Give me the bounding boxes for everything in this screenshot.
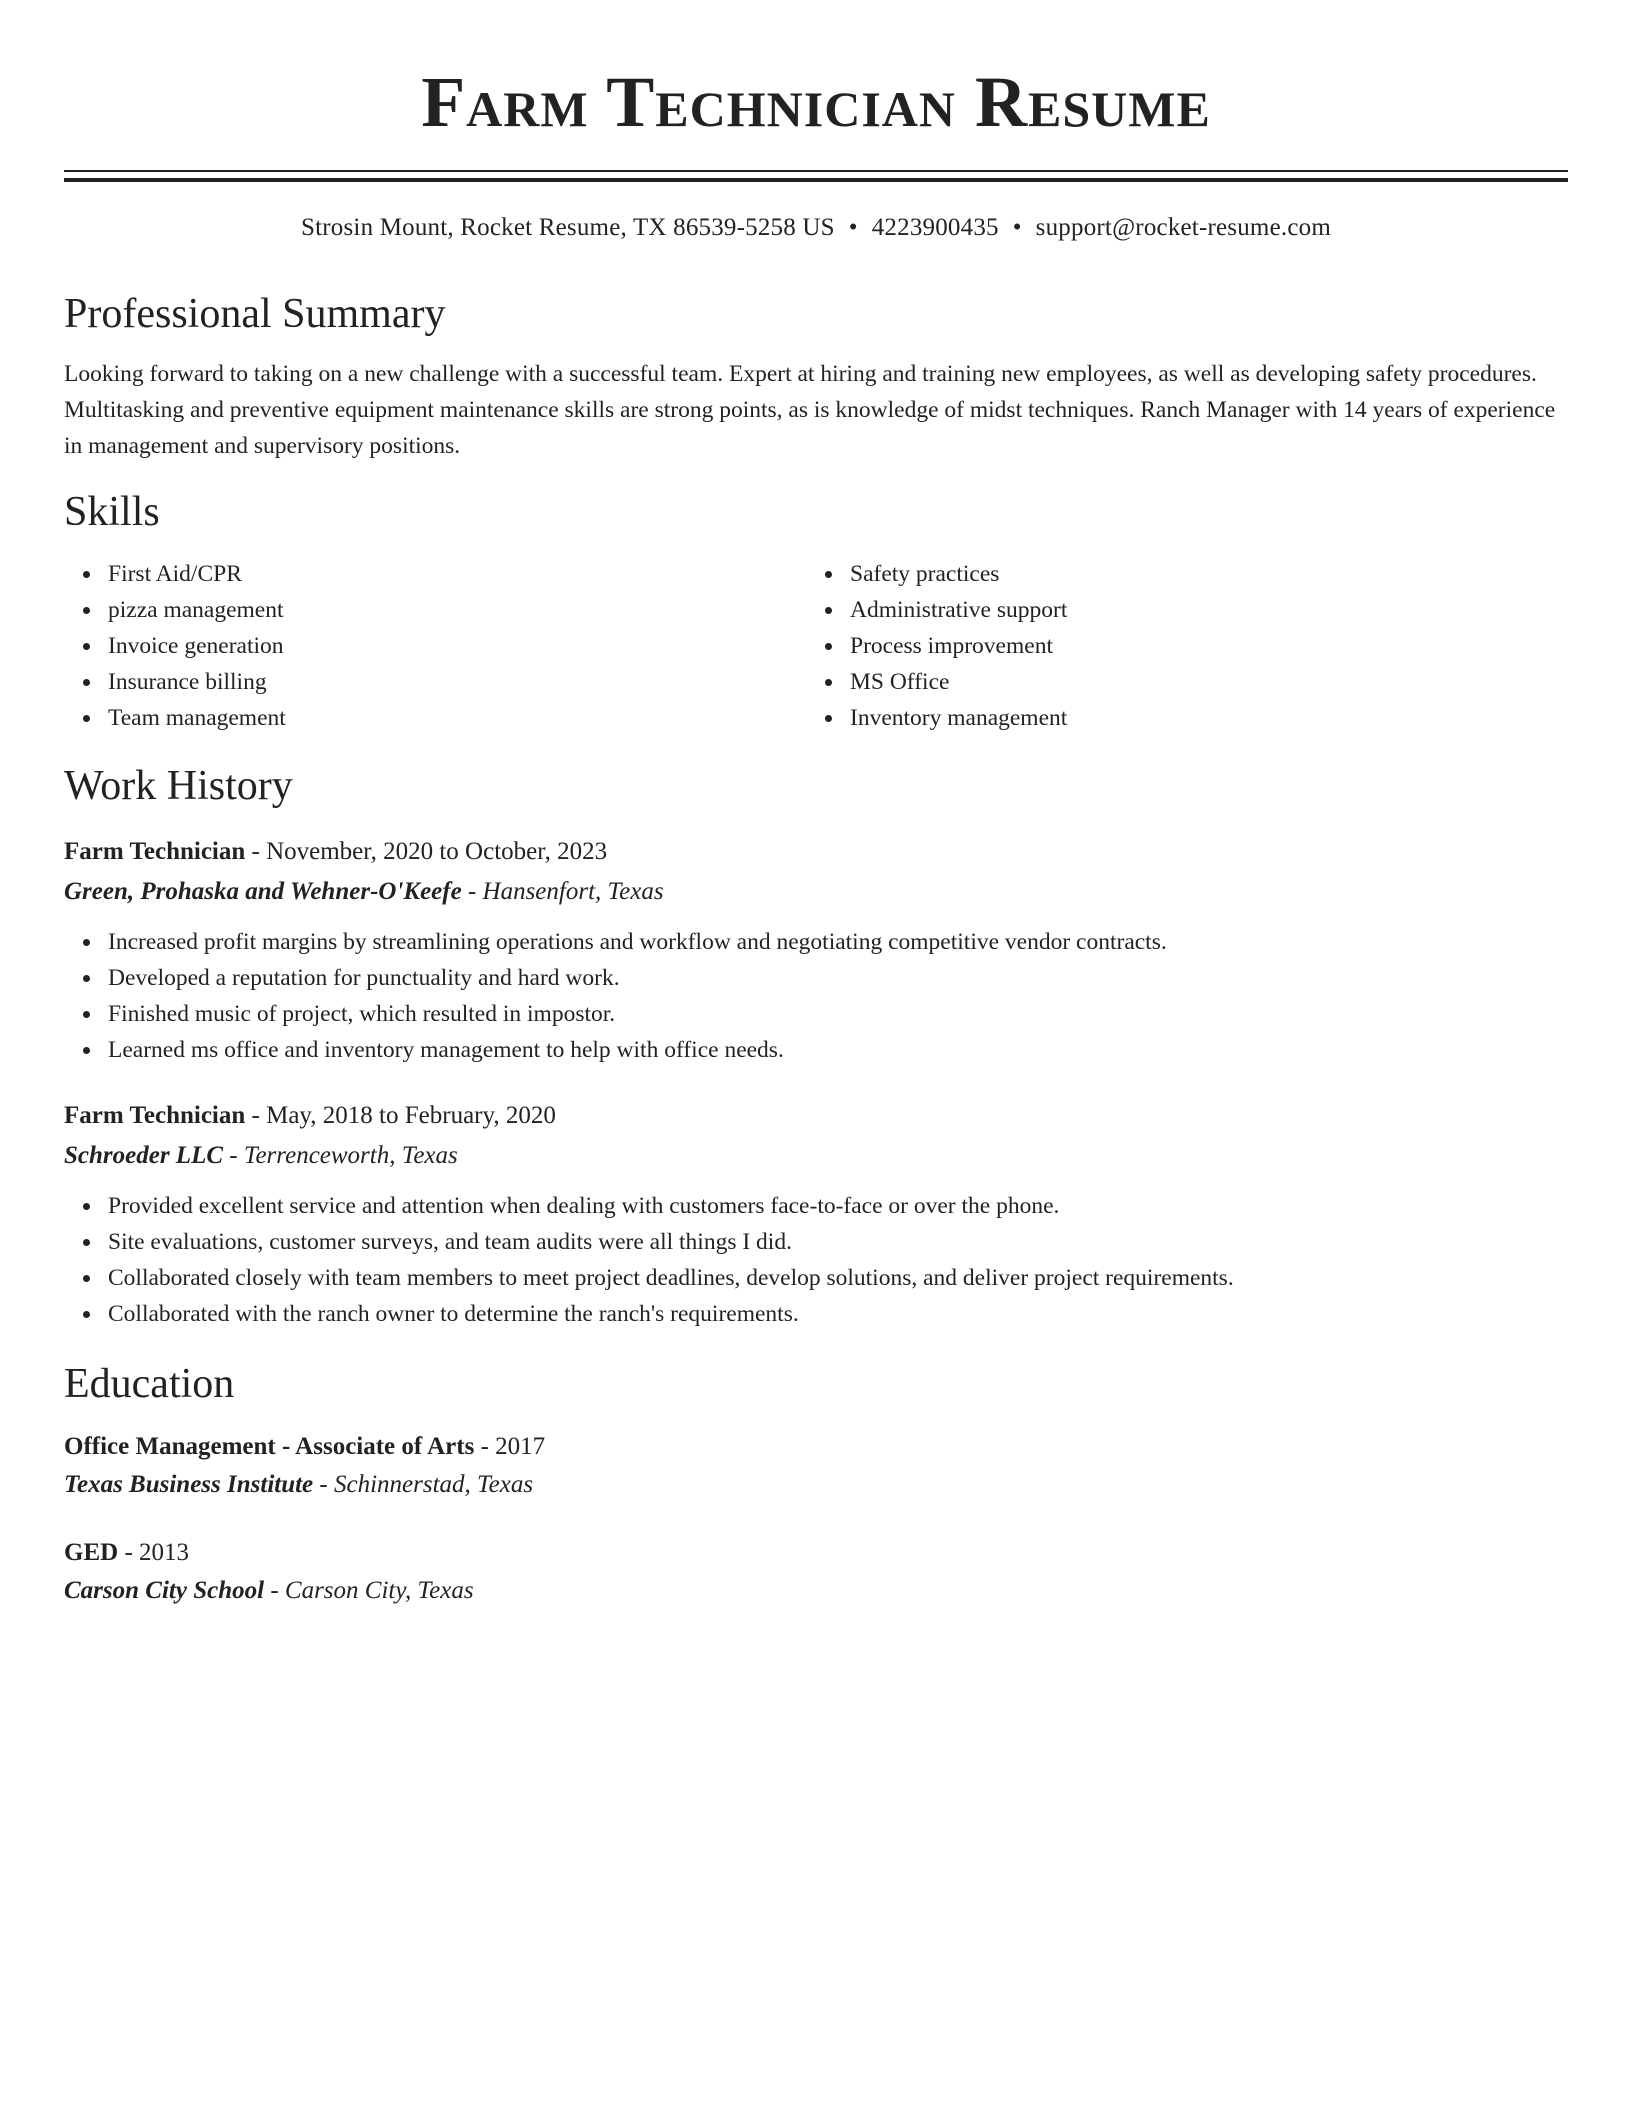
education-school-line	[64, 1572, 1568, 1610]
job-location: - Hansenfort, Texas	[461, 878, 664, 905]
job-bullets	[64, 924, 1568, 1068]
education-degree-line	[64, 1534, 1568, 1572]
job-bullet: Developed a reputation for punctuality and hard work.	[108, 960, 1568, 996]
summary-heading: Professional Summary	[64, 291, 446, 337]
work-history-heading: Work History	[64, 763, 293, 809]
job-dates: - November, 2020 to October, 2023	[245, 838, 608, 865]
contact-separator: •	[1012, 214, 1022, 241]
skill-item: Inventory management	[850, 700, 1548, 736]
skills-column-right	[806, 556, 1548, 736]
job-title: Farm Technician	[64, 838, 246, 865]
job-company: Green, Prohaska and Wehner-O'Keefe	[64, 878, 462, 905]
skills-column-left	[64, 556, 806, 736]
education-school-line	[64, 1466, 1568, 1504]
contact-address: Strosin Mount, Rocket Resume, TX 86539-5258 US	[301, 214, 835, 241]
skill-item: Invoice generation	[108, 628, 806, 664]
education-degree: GED	[64, 1539, 119, 1566]
skill-item: Process improvement	[850, 628, 1548, 664]
education-school: Carson City School	[64, 1577, 265, 1604]
job-bullets	[64, 1188, 1568, 1332]
education-entry	[64, 1428, 1568, 1504]
contact-phone: 4223900435	[871, 214, 999, 241]
job-bullet: Collaborated closely with team members to meet project deadlines, develop solutions, and deliver project requirements.	[108, 1260, 1568, 1296]
education-entry	[64, 1534, 1568, 1610]
job-title: Farm Technician	[64, 1102, 246, 1129]
education-year: - 2017	[474, 1433, 546, 1460]
skill-item: First Aid/CPR	[108, 556, 806, 592]
job-bullet: Site evaluations, customer surveys, and team audits were all things I did.	[108, 1224, 1568, 1260]
skill-item: Administrative support	[850, 592, 1548, 628]
education-year: - 2013	[118, 1539, 190, 1566]
contact-email: support@rocket-resume.com	[1035, 214, 1331, 241]
job-title-line	[64, 832, 1568, 872]
job-company-line	[64, 1136, 1568, 1176]
education-degree-line	[64, 1428, 1568, 1466]
job-dates: - May, 2018 to February, 2020	[245, 1102, 556, 1129]
skills-heading: Skills	[64, 489, 160, 535]
education-location: - Carson City, Texas	[264, 1577, 474, 1604]
job-company: Schroeder LLC	[64, 1142, 224, 1169]
skills-list	[64, 556, 1568, 736]
summary-text: Looking forward to taking on a new challenge with a successful team. Expert at hiring and training new employees, as well as developing safety procedures. Multitasking and preventive equipment maintenance skills are strong points, as is knowledge of midst techniques. Ranch Manager with 14 years of experience in management and supervisory positions.	[64, 361, 1556, 459]
job-bullet: Increased profit margins by streamlining operations and workflow and negotiating competitive vendor contracts.	[108, 924, 1568, 960]
job-location: - Terrenceworth, Texas	[223, 1142, 458, 1169]
education-degree: Office Management - Associate of Arts	[64, 1433, 475, 1460]
skill-item: Insurance billing	[108, 664, 806, 700]
job-bullet: Learned ms office and inventory management to help with office needs.	[108, 1032, 1568, 1068]
contact-separator: •	[848, 214, 858, 241]
skill-item: Team management	[108, 700, 806, 736]
job-entry	[64, 832, 1568, 1068]
education-school: Texas Business Institute	[64, 1471, 314, 1498]
job-bullet: Collaborated with the ranch owner to determine the ranch's requirements.	[108, 1296, 1568, 1332]
education-heading: Education	[64, 1361, 235, 1407]
skill-item: Safety practices	[850, 556, 1548, 592]
resume-page	[64, 0, 1568, 1610]
contact-line	[64, 212, 1568, 244]
job-company-line	[64, 872, 1568, 912]
skill-item: pizza management	[108, 592, 806, 628]
resume-title: Farm Technician Resume	[421, 62, 1211, 142]
job-entry	[64, 1096, 1568, 1332]
job-title-line	[64, 1096, 1568, 1136]
skill-item: MS Office	[850, 664, 1548, 700]
education-location: - Schinnerstad, Texas	[313, 1471, 534, 1498]
job-bullet: Provided excellent service and attention when dealing with customers face-to-face or over the phone.	[108, 1188, 1568, 1224]
title-divider	[64, 170, 1568, 182]
job-bullet: Finished music of project, which resulted in impostor.	[108, 996, 1568, 1032]
